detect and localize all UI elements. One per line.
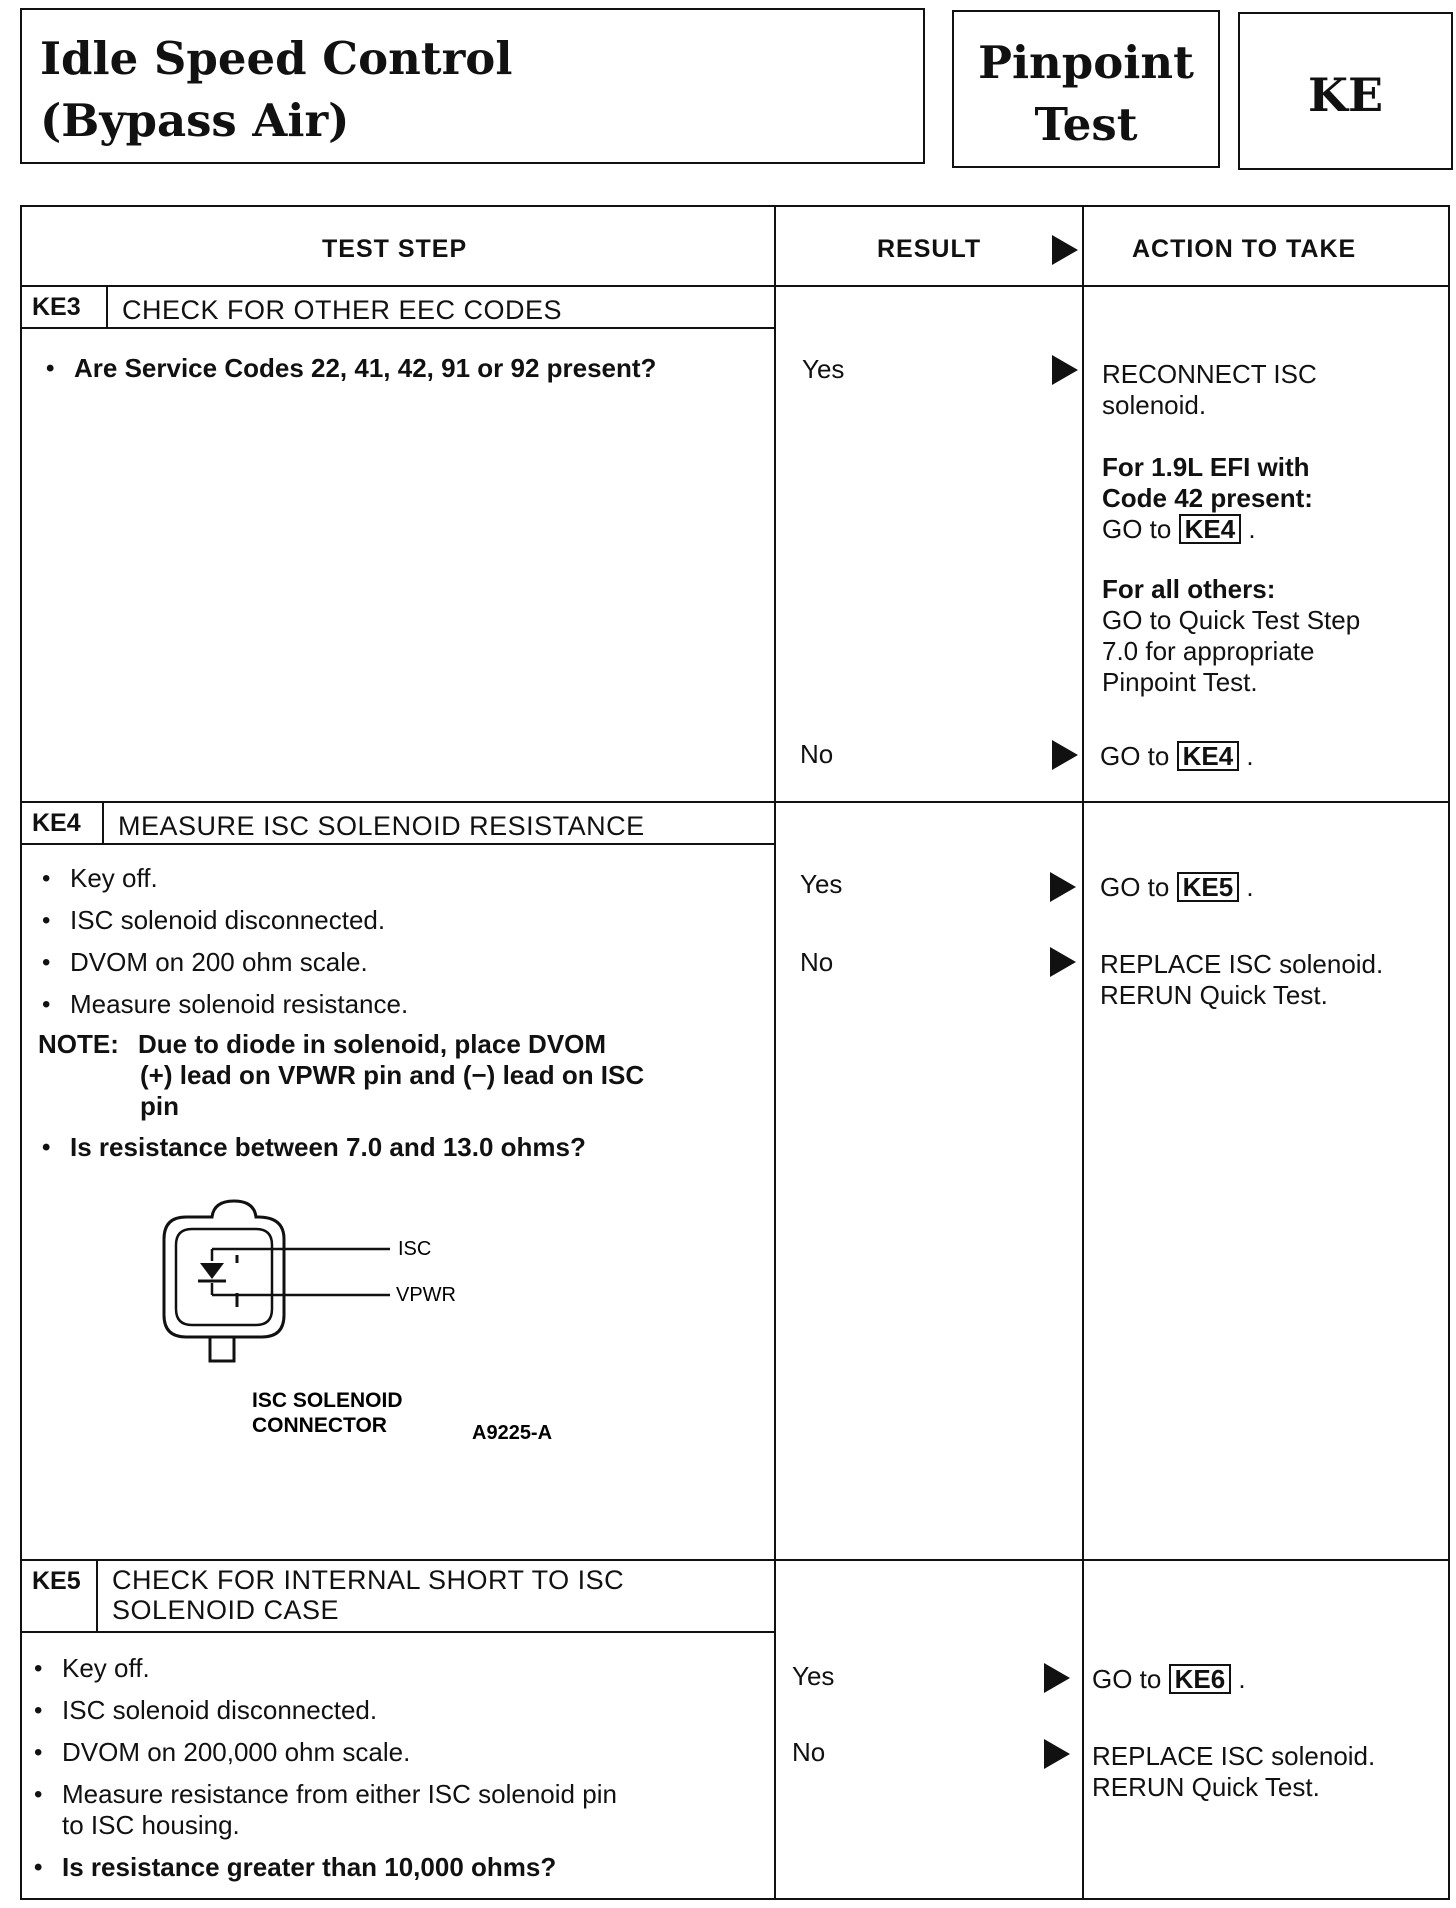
- caption-line2: CONNECTOR: [252, 1414, 387, 1437]
- result-arrow-icon: [1044, 1739, 1070, 1769]
- column-divider: [774, 207, 776, 1898]
- page-title: Idle Speed Control (Bypass Air): [40, 32, 513, 147]
- step-title-ke4: MEASURE ISC SOLENOID RESISTANCE: [118, 811, 645, 841]
- result-no: No: [792, 1737, 826, 1767]
- step-ref-ke6[interactable]: KE6: [1169, 1664, 1232, 1694]
- result-arrow-icon: [1044, 1663, 1070, 1693]
- pinpoint-test-label: Pinpoint Test: [978, 36, 1194, 151]
- bullet-dvom-200: • DVOM on 200 ohm scale.: [70, 947, 368, 978]
- pinpoint-test-box: [952, 10, 1220, 168]
- result-yes: Yes: [802, 354, 845, 384]
- result-no: No: [800, 947, 834, 977]
- step-title-ke5: CHECK FOR INTERNAL SHORT TO ISC SOLENOID CASE: [112, 1565, 625, 1625]
- figure-id: A9225-A: [472, 1422, 553, 1444]
- bullet-measure-resistance: • Measure solenoid resistance.: [70, 989, 408, 1020]
- action-replace-solenoid: REPLACE ISC solenoid. RERUN Quick Test.: [1092, 1741, 1376, 1802]
- caption-line1: ISC SOLENOID: [252, 1389, 403, 1412]
- isc-solenoid-connector-diagram: [142, 1197, 662, 1457]
- step-title-divider: [22, 843, 774, 845]
- label-isc: ISC: [398, 1238, 432, 1260]
- question-ke3: • Are Service Codes 22, 41, 42, 91 or 92 present?: [74, 353, 714, 384]
- action-all-others: For all others: GO to Quick Test Step 7.0 for appropriate Pinpoint Test.: [1102, 574, 1361, 697]
- step-id-ke3: KE3: [22, 287, 108, 327]
- header-action: ACTION TO TAKE: [1132, 235, 1357, 263]
- result-yes: Yes: [800, 869, 843, 899]
- action-replace-solenoid: REPLACE ISC solenoid. RERUN Quick Test.: [1100, 949, 1384, 1010]
- step-title-divider: [22, 327, 774, 329]
- result-arrow-icon: [1052, 355, 1078, 385]
- result-arrow-icon: [1052, 740, 1078, 770]
- bullet-key-off: • Key off.: [70, 863, 158, 894]
- bullet-isc-disconnected: • ISC solenoid disconnected.: [70, 905, 385, 936]
- test-code-box: [1238, 12, 1453, 170]
- diode-icon: [200, 1263, 224, 1279]
- connector-outer-icon: [164, 1201, 284, 1337]
- step-ref-ke4[interactable]: KE4: [1177, 741, 1240, 771]
- action-go-ke4: GO to KE4 .: [1100, 741, 1254, 771]
- question-ke5: • Is resistance greater than 10,000 ohms?: [62, 1852, 556, 1883]
- result-arrow-icon: [1052, 235, 1078, 265]
- result-yes: Yes: [792, 1661, 835, 1691]
- result-arrow-icon: [1050, 947, 1076, 977]
- bullet-dvom-200000: • DVOM on 200,000 ohm scale.: [62, 1737, 410, 1768]
- step-id-ke4: KE4: [22, 803, 104, 843]
- step-divider: [22, 801, 1448, 803]
- header-test-step: TEST STEP: [322, 235, 468, 263]
- step-title-ke3: CHECK FOR OTHER EEC CODES: [122, 295, 563, 325]
- note-label: NOTE:: [38, 1029, 119, 1059]
- bullet-isc-disconnected: • ISC solenoid disconnected.: [62, 1695, 377, 1726]
- bullet-key-off: • Key off.: [62, 1653, 150, 1684]
- header-result: RESULT: [877, 235, 982, 263]
- step-ref-ke4[interactable]: KE4: [1179, 514, 1242, 544]
- header-divider: [22, 285, 1448, 287]
- bullet-measure-housing: • Measure resistance from either ISC solenoid pin to ISC housing.: [62, 1779, 742, 1841]
- action-reconnect: RECONNECT ISC solenoid.: [1102, 359, 1317, 420]
- step-title-divider: [22, 1631, 774, 1633]
- action-19l-efi: For 1.9L EFI with Code 42 present: GO to KE4 .: [1102, 452, 1313, 544]
- result-arrow-icon: [1050, 872, 1076, 902]
- question-ke4: • Is resistance between 7.0 and 13.0 ohms?: [70, 1132, 586, 1163]
- step-divider: [22, 1559, 1448, 1561]
- title-box: [20, 8, 925, 164]
- connector-tab-icon: [210, 1337, 234, 1361]
- connector-inner-icon: [176, 1229, 272, 1325]
- test-code: KE: [1307, 68, 1384, 122]
- note-text: Due to diode in solenoid, place DVOM (+) lead on VPWR pin and (−) lead on ISC pin: [138, 1029, 645, 1121]
- step-ref-ke5[interactable]: KE5: [1177, 872, 1240, 902]
- action-go-ke6: GO to KE6 .: [1092, 1664, 1246, 1694]
- result-no: No: [800, 739, 834, 769]
- label-vpwr: VPWR: [396, 1284, 456, 1306]
- step-id-ke5: KE5: [22, 1561, 98, 1631]
- column-divider: [1082, 207, 1084, 1898]
- pinpoint-table: [20, 205, 1450, 1900]
- action-go-ke5: GO to KE5 .: [1100, 872, 1254, 902]
